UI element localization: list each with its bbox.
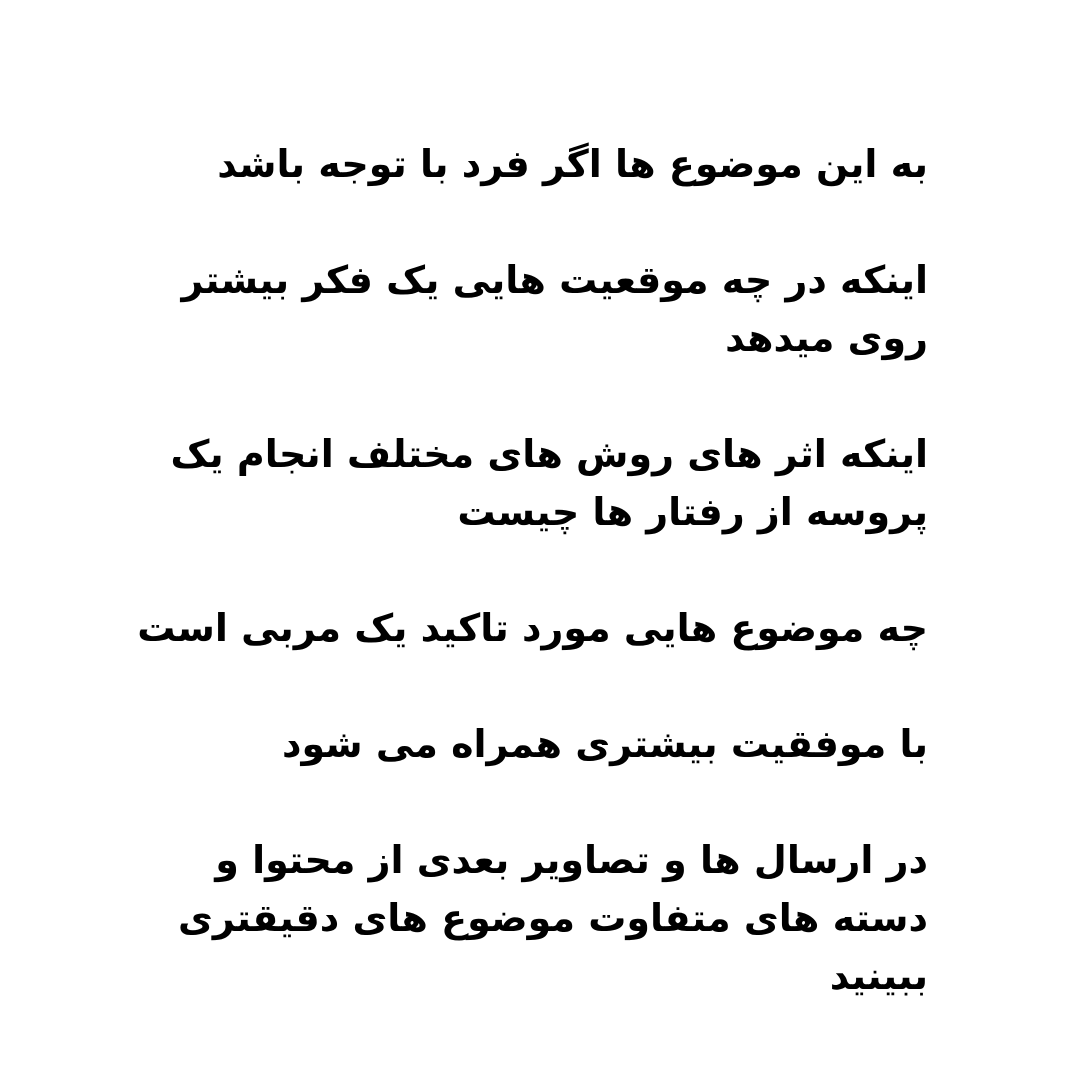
- paragraph-1: به این موضوع ها اگر فرد با توجه باشد: [217, 142, 928, 186]
- paragraph-6: در ارسال ها و تصاویر بعدی از محتوا و دسته های متفاوت موضوع های دقیقتری ببینید: [178, 838, 928, 998]
- paragraph-3: اینکه اثر های روش های مختلف انجام یک پروسه از رفتار ها چیست: [170, 432, 928, 534]
- paragraph-5: با موفقیت بیشتری همراه می شود: [281, 722, 928, 766]
- paragraph-4: چه موضوع هایی مورد تاکید یک مربی است: [137, 606, 928, 650]
- post-text-content: [128, 135, 928, 1005]
- paragraph-2: اینکه در چه موقعیت هایی یک فکر بیشتر روی میدهد: [181, 258, 928, 360]
